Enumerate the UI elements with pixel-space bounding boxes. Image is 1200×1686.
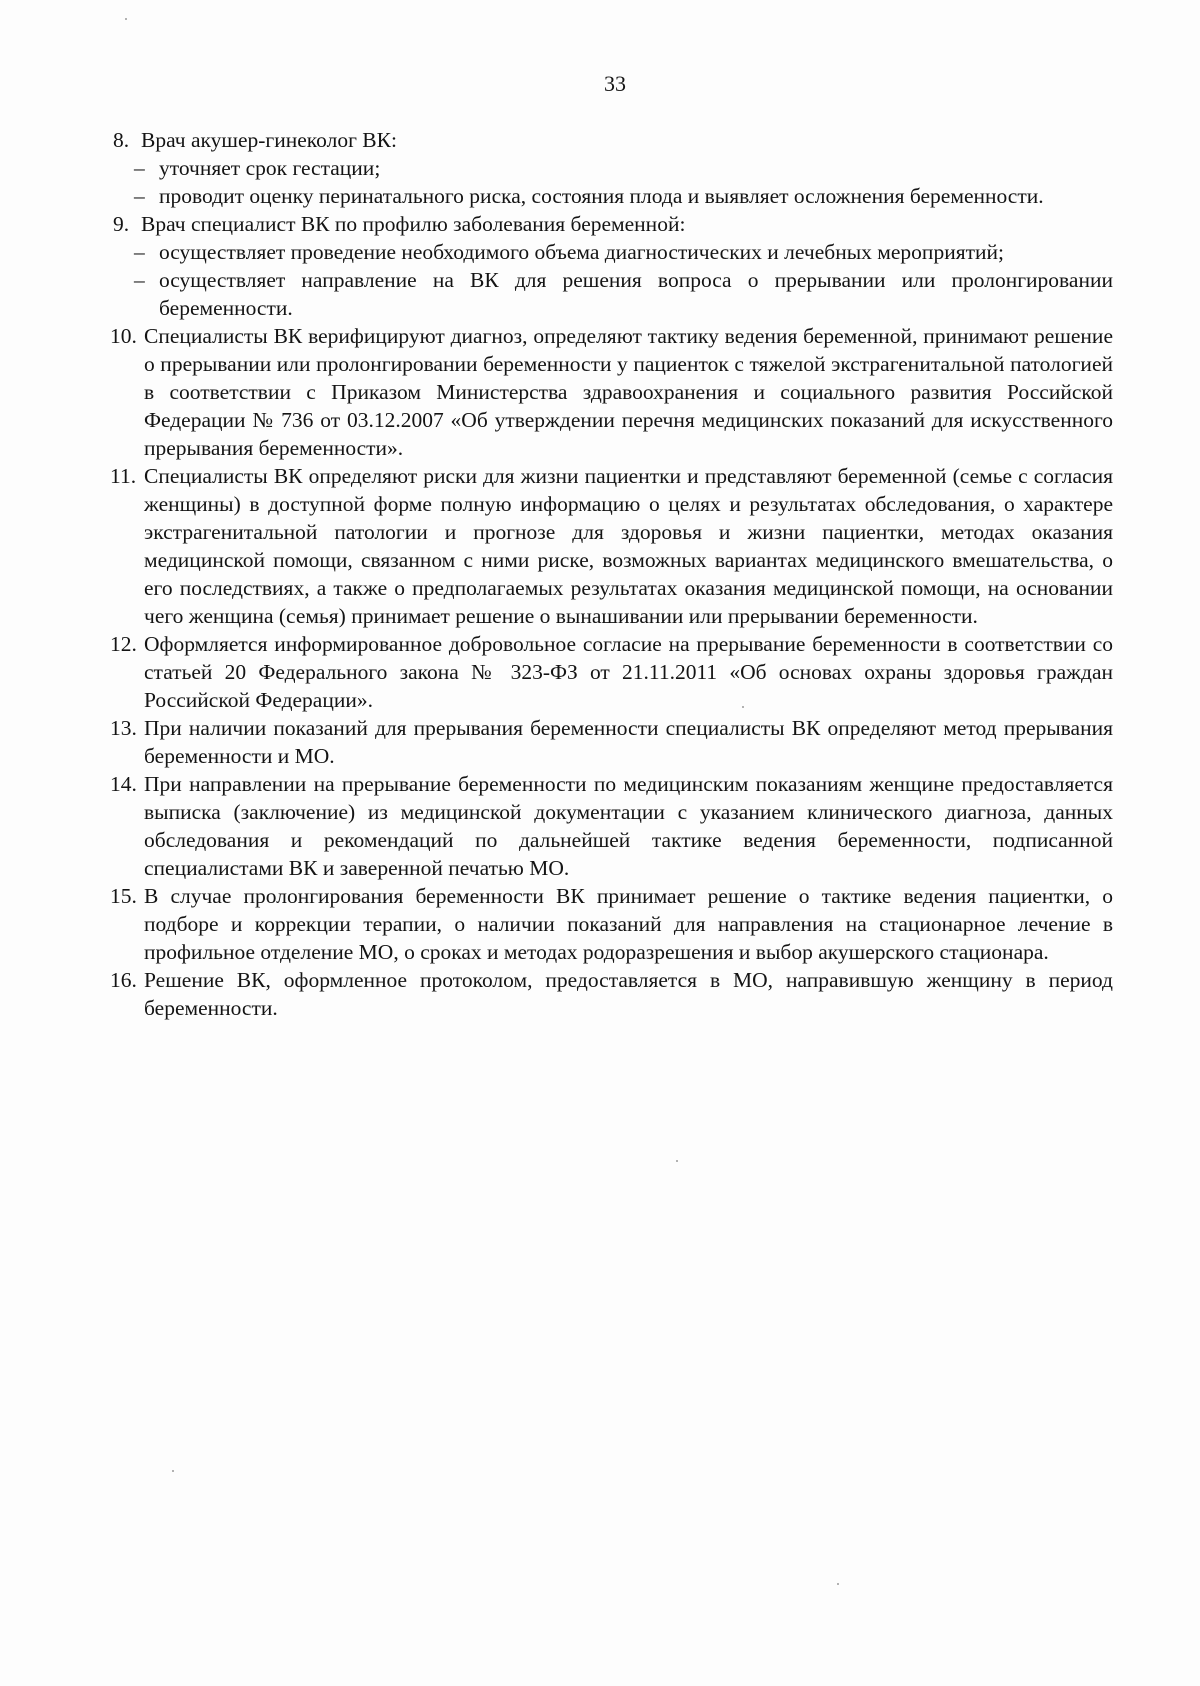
list-item-12 [110,630,1113,714]
list-item-15 [110,882,1113,966]
scan-speck [125,18,127,20]
dash-marker: – [134,184,145,208]
scan-speck [172,1470,174,1472]
item-text: При наличии показаний для прерывания беременности специалисты ВК определяют метод прерывания беременности и МО. [144,716,1113,768]
sub-item [113,238,1113,266]
sub-item-text: осуществляет направление на ВК для решения вопроса о прерывании или пролонгировании беременности. [159,268,1113,320]
list-item-14 [110,770,1113,882]
item-text: Оформляется информированное добровольное согласие на прерывание беременности в соответствии со статьей 20 Федерального закона № 323-ФЗ от 21.11.2011 «Об основах охраны здоровья граждан Российской Федерации». [144,632,1113,712]
sub-item-text: осуществляет проведение необходимого объема диагностических и лечебных мероприятий; [159,240,1004,264]
item-number: 12. [110,632,137,656]
list-item-13 [110,714,1113,770]
list-item-11 [110,462,1113,630]
page-number: 33 [604,71,626,96]
item-number: 16. [110,968,137,992]
sub-item [113,266,1113,322]
sub-item [113,154,1113,182]
item-number: 9. [113,212,130,236]
scan-speck [837,1583,839,1585]
dash-marker: – [134,156,145,180]
item-text: Специалисты ВК верифицируют диагноз, определяют тактику ведения беременной, принимают решение о прерывании или пролонгировании беременности у пациенток с тяжелой экстрагенитальной патологией в соответствии с Приказом Министерства здравоохранения и социального развития Российской Федерации № 736 от 03.12.2007 «Об утверждении перечня медицинских показаний для искусственного прерывания беременности». [144,324,1113,460]
sub-item [113,182,1113,210]
item-text: При направлении на прерывание беременности по медицинским показаниям женщине предоставляется выписка (заключение) из медицинской документации с указанием клинического диагноза, данных обследования и рекомендаций по дальнейшей тактике ведения беременности, подписанной специалистами ВК и заверенной печатью МО. [144,772,1113,880]
scan-speck [676,1160,678,1162]
item-text: Врач специалист ВК по профилю заболевания беременной: [141,212,686,236]
item-number: 10. [110,324,137,348]
dash-marker: – [134,268,145,292]
list-item-16 [110,966,1113,1022]
item-number: 13. [110,716,137,740]
item-text: Решение ВК, оформленное протоколом, предоставляется в МО, направившую женщину в период беременности. [144,968,1113,1020]
item-number: 15. [110,884,137,908]
item-text: Специалисты ВК определяют риски для жизни пациентки и представляют беременной (семье с согласия женщины) в доступной форме полную информацию о целях и результатах обследования, о характере экстрагенитальной патологии и прогнозе для здоровья и жизни пациентки, методах оказания медицинской помощи, связанном с ними риске, возможных вариантах медицинского вмешательства, о его последствиях, а также о предполагаемых результатах оказания медицинской помощи, на основании чего женщина (семья) принимает решение о вынашивании или прерывании беременности. [144,464,1113,628]
item-number: 11. [110,464,137,488]
item-number: 14. [110,772,137,796]
sub-item-text: уточняет срок гестации; [159,156,381,180]
dash-marker: – [134,240,145,264]
document-body [110,126,1113,1022]
list-item-8 [113,126,1113,154]
sub-item-text: проводит оценку перинатального риска, состояния плода и выявляет осложнения беременности. [159,184,1044,208]
item-number: 8. [113,128,130,152]
item-text: В случае пролонгирования беременности ВК принимает решение о тактике ведения пациентки, о подборе и коррекции терапии, о наличии показаний для направления на стационарное лечение в профильное отделение МО, о сроках и методах родоразрешения и выбор акушерского стационара. [144,884,1113,964]
list-item-10 [110,322,1113,462]
list-item-9 [113,210,1113,238]
scan-speck [742,706,744,708]
item-text: Врач акушер-гинеколог ВК: [141,128,397,152]
